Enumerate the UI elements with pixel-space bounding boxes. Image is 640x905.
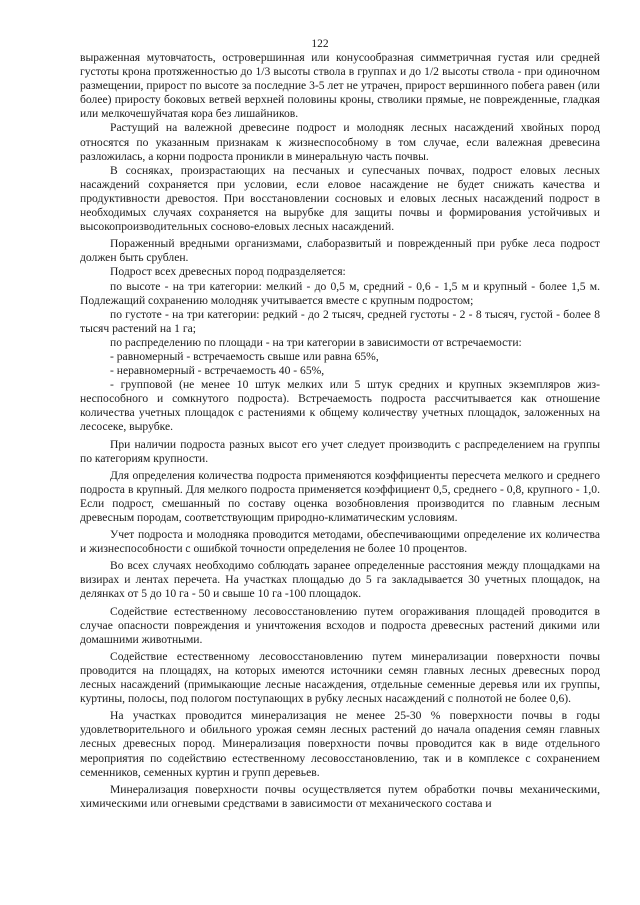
list-item: - групповой (не менее 10 штук мелких или 5 штук средних и крупных экземпляров жизнеспособного и сомкнутого подроста). Встречаемость подроста рассчитывается как отношение количества учетных площадок с растениями к общему количеству учетных площадок, заложенных на лесосеке, вырубке. bbox=[80, 378, 600, 434]
paragraph: Для определения количества подроста применяются коэффициенты пересчета мелкого и среднего подроста в крупный. Для мелкого подроста применяется коэффициент 0,5, среднего - 0,8, крупного - 1,0. Если подрост, смешанный по составу оценка возобновления производится по главным лесным древесным породам, соответствующим природно-климатическим условиям. bbox=[80, 468, 600, 524]
paragraph: выраженная мутовчатость, островершинная или конусообразная симметричная густая или средней густоты крона протяженностью до 1/3 высоты ствола в группах и до 1/2 высоты ствола - при одиночном размещении, прирост по высоте за последние 3-5 лет не утрачен, прирост вершинного побега равен (или более) приросту боковых ветвей верхней половины кроны, стволики прямые, не поврежденные, гладкая или мелкочешуйчатая кора без лишайников. bbox=[80, 51, 600, 121]
paragraph: Подрост всех древесных пород подразделяется: bbox=[110, 265, 346, 279]
list-item: - равномерный - встречаемость свыше или равна 65%, bbox=[110, 349, 379, 363]
paragraph: Пораженный вредными организмами, слаборазвитый и поврежденный при рубке леса подрост должен быть срублен. bbox=[80, 237, 600, 265]
paragraph: Содействие естественному лесовосстановлению путем огораживания площадей проводится в случае опасности повреждения и уничтожения всходов и подроста древесных растений дикими или домашними животными. bbox=[80, 604, 600, 646]
paragraph: по высоте - на три категории: мелкий - до 0,5 м, средний - 0,6 - 1,5 м и крупный - более 1,5 м. Подлежащий сохранению молодняк учитывается вместе с крупным подростом; bbox=[80, 279, 600, 307]
list-item: - неравномерный - встречаемость 40 - 65%, bbox=[110, 364, 325, 378]
page-body bbox=[80, 51, 600, 811]
paragraph: Растущий на валежной древесине подрост и молодняк лесных насаждений хвойных пород относятся по указанным признакам к жизнеспособному в том случае, если валежная древесина разложилась, а корни подроста проникли в минеральную часть почвы. bbox=[80, 121, 600, 163]
paragraph: Минерализация поверхности почвы осуществляется путем обработки почвы механическими, химическими или огневыми средствами в зависимости от механического состава и bbox=[80, 782, 600, 810]
paragraph: по густоте - на три категории: редкий - до 2 тысяч, средней густоты - 2 - 8 тысяч, густой - более 8 тысяч растений на 1 га; bbox=[80, 307, 600, 335]
page-number: 122 bbox=[311, 38, 329, 50]
paragraph: по распределению по площади - на три категории в зависимости от встречаемости: bbox=[110, 335, 522, 349]
paragraph: Учет подроста и молодняка проводится методами, обеспечивающими определение их количества и жизнеспособности с ошибкой точности определения не более 10 процентов. bbox=[80, 528, 600, 556]
paragraph: В сосняках, произрастающих на песчаных и супесчаных почвах, подрост еловых лесных насаждений сохраняется при условии, если еловое насаждение не будет снижать качества и продуктивности древостоя. При восстановлении сосновых и еловых лесных насаждений подрост в необходимых случаях сохраняется на вырубке для защиты почвы и формирования устойчивых и высокопроизводительных сосново-еловых лесных насаждений. bbox=[80, 163, 600, 234]
paragraph: Содействие естественному лесовосстановлению путем минерализации поверхности почвы проводится на площадях, на которых имеются источники семян главных лесных древесных пород лесных насаждений (примыкающие лесные насаждения, отдельные семенные деревья или их группы, куртины, полосы, под пологом поступающих в рубку лесных насаждений с полнотой не более 0,6). bbox=[80, 649, 600, 706]
paragraph: Во всех случаях необходимо соблюдать заранее определенные расстояния между площадками на визирах и лентах перечета. На участках площадью до 5 га закладывается 30 учетных площадок, на делянках от 5 до 10 га - 50 и свыше 10 га -100 площадок. bbox=[80, 559, 600, 601]
paragraph: На участках проводится минерализация не менее 25-30 % поверхности почвы в годы удовлетворительного и обильного урожая семян лесных растений до начала опадения семян главных лесных древесных пород. Минерализация поверхности почвы проводится как в виде отдельного мероприятия по содействию естественному лесовосстановлению, так и в комплексе с сохранением семенников, семенных куртин и групп деревьев. bbox=[80, 709, 600, 779]
paragraph: При наличии подроста разных высот его учет следует производить с распределением на группы по категориям крупности. bbox=[80, 437, 600, 465]
